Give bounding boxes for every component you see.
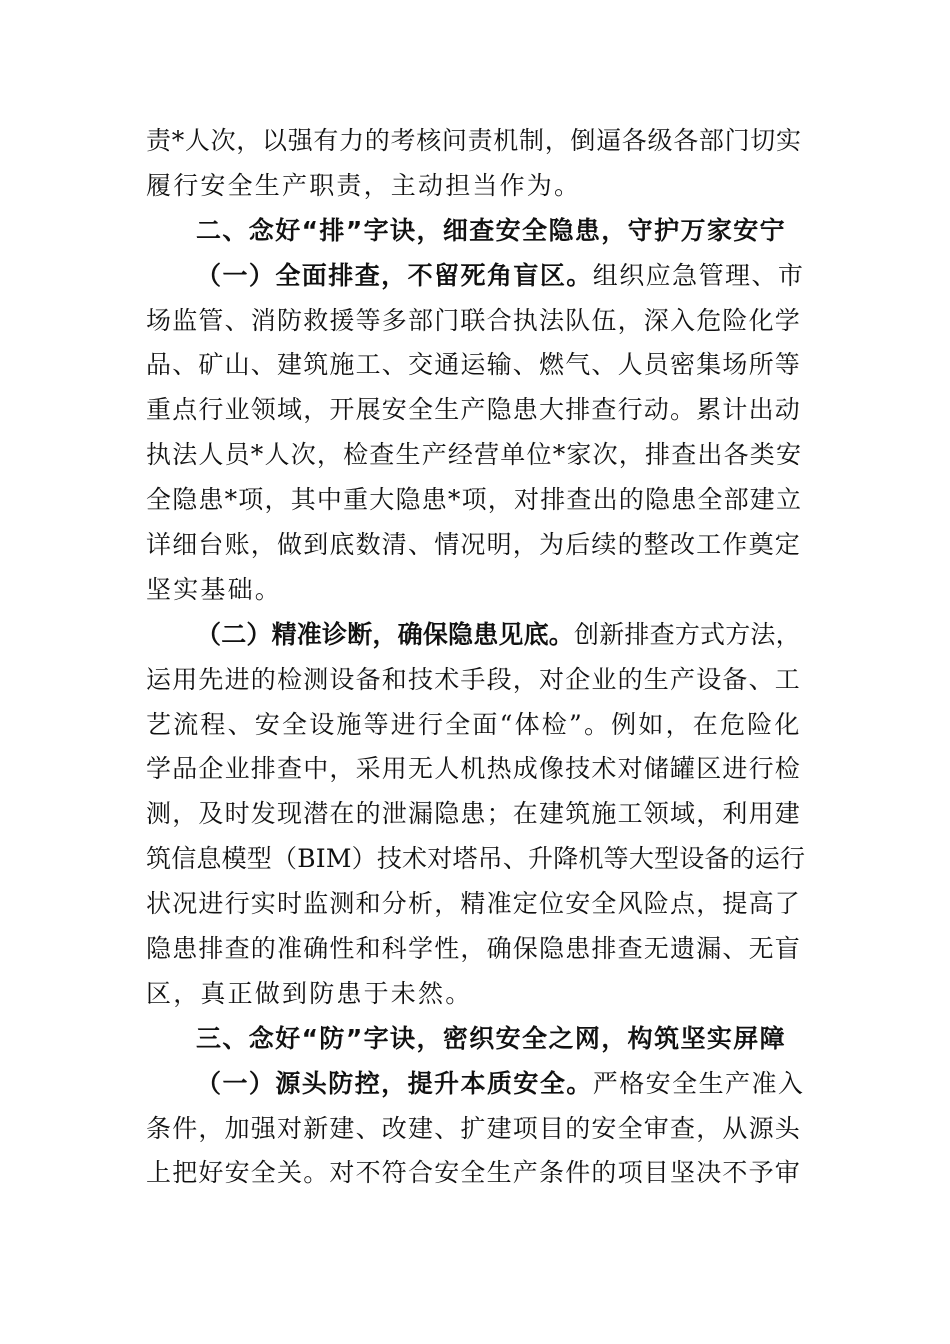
paragraph-text: 严格安全生产准入	[592, 1068, 805, 1098]
paragraph-lead: （一）全面排查，不留死角盲区。	[196, 260, 593, 290]
text-line: 区，真正做到防患于未然。	[146, 978, 473, 1008]
text-line: 详细台账，做到底数清、情况明，为后续的整改工作奠定	[146, 530, 802, 560]
text-line: 隐患排查的准确性和科学性，确保隐患排查无遗漏、无盲	[146, 934, 802, 964]
text-line: 上把好安全关。对不符合安全生产条件的项目坚决不予审	[146, 1158, 802, 1188]
paragraph-text: 组织应急管理、市	[592, 260, 805, 290]
document-body	[146, 119, 806, 1196]
paragraph-start	[146, 1062, 806, 1107]
text-line: 责*人次，以强有力的考核问责机制，倒逼各级各部门切实	[146, 126, 802, 155]
text-line: 品、矿山、建筑施工、交通运输、燃气、人员密集场所等	[146, 350, 802, 380]
section-heading: 二、念好“排”字诀，细查安全隐患，守护万家安宁	[196, 215, 787, 245]
paragraph-start	[146, 613, 806, 658]
text-line: 重点行业领域，开展安全生产隐患大排查行动。累计出动	[146, 395, 802, 425]
paragraph-text: 创新排查方式方法，	[574, 619, 801, 649]
text-line: 状况进行实时监测和分析，精准定位安全风险点，提高了	[146, 889, 802, 919]
text-line: 条件，加强对新建、改建、扩建项目的安全审查，从源头	[146, 1113, 802, 1143]
paragraph-start	[146, 254, 806, 299]
text-line: 履行安全生产职责，主动担当作为。	[146, 170, 582, 200]
text-line: 学品企业排查中，采用无人机热成像技术对储罐区进行检	[146, 754, 802, 784]
text-line: 艺流程、安全设施等进行全面“体检”。例如，在危险化	[146, 709, 802, 739]
paragraph-lead: （一）源头防控，提升本质安全。	[196, 1068, 593, 1098]
paragraph-lead: （二）精准诊断，确保隐患见底。	[196, 619, 575, 649]
text-line: 全隐患*项，其中重大隐患*项，对排查出的隐患全部建立	[146, 485, 803, 515]
text-line: 场监管、消防救援等多部门联合执法队伍，深入危险化学	[146, 305, 802, 335]
text-line: 运用先进的检测设备和技术手段，对企业的生产设备、工	[146, 664, 802, 694]
section-heading: 三、念好“防”字诀，密织安全之网，构筑坚实屏障	[196, 1023, 787, 1053]
text-line: 筑信息模型（BIM）技术对塔吊、升降机等大型设备的运行	[146, 844, 806, 874]
text-line: 测，及时发现潜在的泄漏隐患；在建筑施工领域，利用建	[146, 799, 802, 829]
text-line: 坚实基础。	[146, 574, 283, 604]
text-line: 执法人员*人次，检查生产经营单位*家次，排查出各类安	[146, 440, 803, 470]
